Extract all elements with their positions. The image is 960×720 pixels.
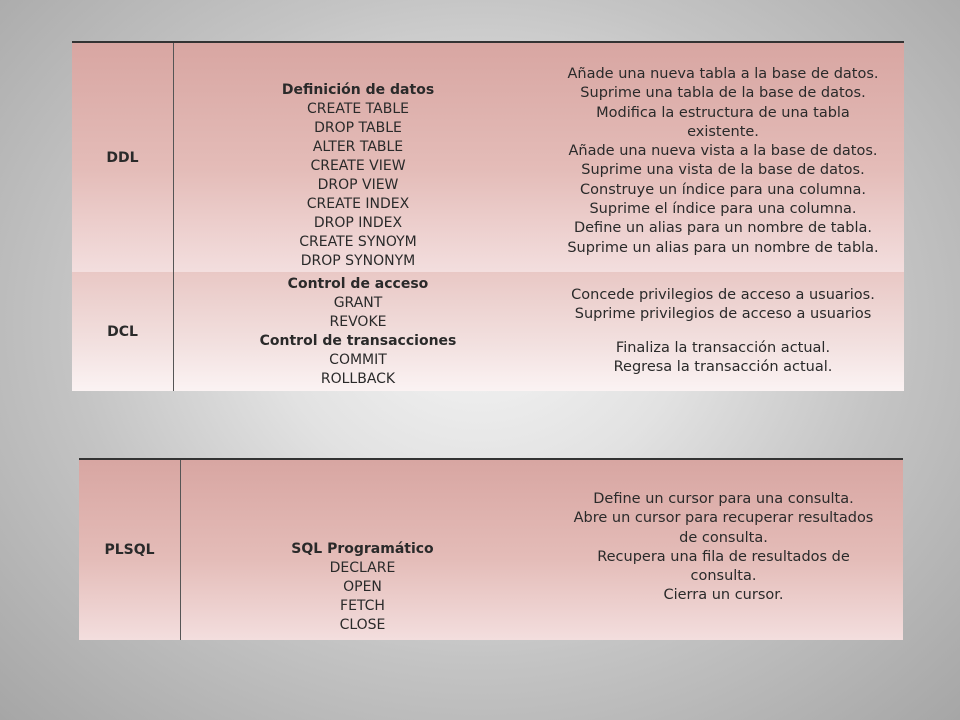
- description-line: existente.: [687, 123, 759, 140]
- description-line: Define un cursor para una consulta.: [593, 491, 854, 507]
- description-line: Cierra un cursor.: [663, 587, 784, 604]
- command-item: OPEN: [343, 579, 382, 595]
- description-line: de consulta.: [679, 529, 768, 546]
- plsql-table: [79, 458, 903, 640]
- category-cell: [72, 272, 174, 391]
- description-line: Suprime privilegios de acceso a usuarios: [574, 306, 872, 323]
- description-line: Añade una nueva vista a la base de datos.: [568, 143, 878, 160]
- command-item: CREATE INDEX: [306, 196, 410, 212]
- description-line: Finaliza la transacción actual.: [615, 339, 831, 356]
- command-item: DROP SYNONYM: [300, 253, 416, 269]
- command-item: DROP TABLE: [314, 120, 402, 136]
- descriptions-cell: [544, 460, 903, 640]
- category-cell: [72, 43, 174, 272]
- category-cell: [79, 460, 181, 640]
- description-line: Define un alias para un nombre de tabla.: [573, 220, 873, 237]
- category-label: PLSQL: [104, 542, 155, 558]
- command-item: DROP INDEX: [313, 215, 403, 231]
- description-line: Suprime una tabla de la base de datos.: [580, 85, 866, 102]
- category-label: DDL: [106, 149, 139, 166]
- command-item: GRANT: [333, 294, 383, 311]
- description-line: Recupera una fila de resultados de: [597, 548, 850, 565]
- command-item: CREATE SYNOYM: [299, 234, 417, 250]
- sql-commands-table: [72, 41, 904, 391]
- group-heading: Definición de datos: [281, 82, 435, 98]
- table-row-dcl: [72, 272, 904, 391]
- description-line: consulta.: [690, 568, 757, 585]
- group-heading: Control de acceso: [287, 275, 429, 292]
- description-line: Modifica la estructura de una tabla: [596, 104, 850, 121]
- description-line: Suprime una vista de la base de datos.: [581, 162, 865, 179]
- description-line: Añade una nueva tabla a la base de datos.: [567, 66, 879, 82]
- description-line: Concede privilegios de acceso a usuarios.: [571, 287, 875, 303]
- command-item: ROLLBACK: [320, 370, 396, 387]
- descriptions-cell: [542, 272, 904, 391]
- commands-cell: [174, 43, 542, 272]
- command-item: REVOKE: [329, 313, 387, 330]
- command-item: DECLARE: [329, 560, 396, 576]
- description-line: Regresa la transacción actual.: [613, 358, 833, 375]
- descriptions-cell: [542, 43, 904, 272]
- group-heading: SQL Programático: [291, 541, 434, 557]
- group-heading: Control de transacciones: [259, 332, 457, 349]
- command-item: ALTER TABLE: [312, 139, 404, 155]
- table-row-plsql: [79, 460, 903, 640]
- category-label: DCL: [107, 323, 138, 340]
- command-item: CLOSE: [339, 617, 386, 633]
- command-item: CREATE VIEW: [310, 158, 406, 174]
- command-item: DROP VIEW: [317, 177, 399, 193]
- description-line: Suprime el índice para una columna.: [589, 201, 857, 218]
- description-line: Construye un índice para una columna.: [580, 181, 866, 198]
- command-item: COMMIT: [329, 351, 387, 368]
- command-item: CREATE TABLE: [307, 101, 409, 117]
- description-line: Abre un cursor para recuperar resultados: [573, 510, 874, 527]
- description-line: Suprime un alias para un nombre de tabla.: [567, 239, 879, 256]
- commands-cell: [181, 460, 544, 640]
- commands-cell: [174, 272, 542, 391]
- table-row-ddl: [72, 43, 904, 272]
- command-item: FETCH: [340, 598, 385, 614]
